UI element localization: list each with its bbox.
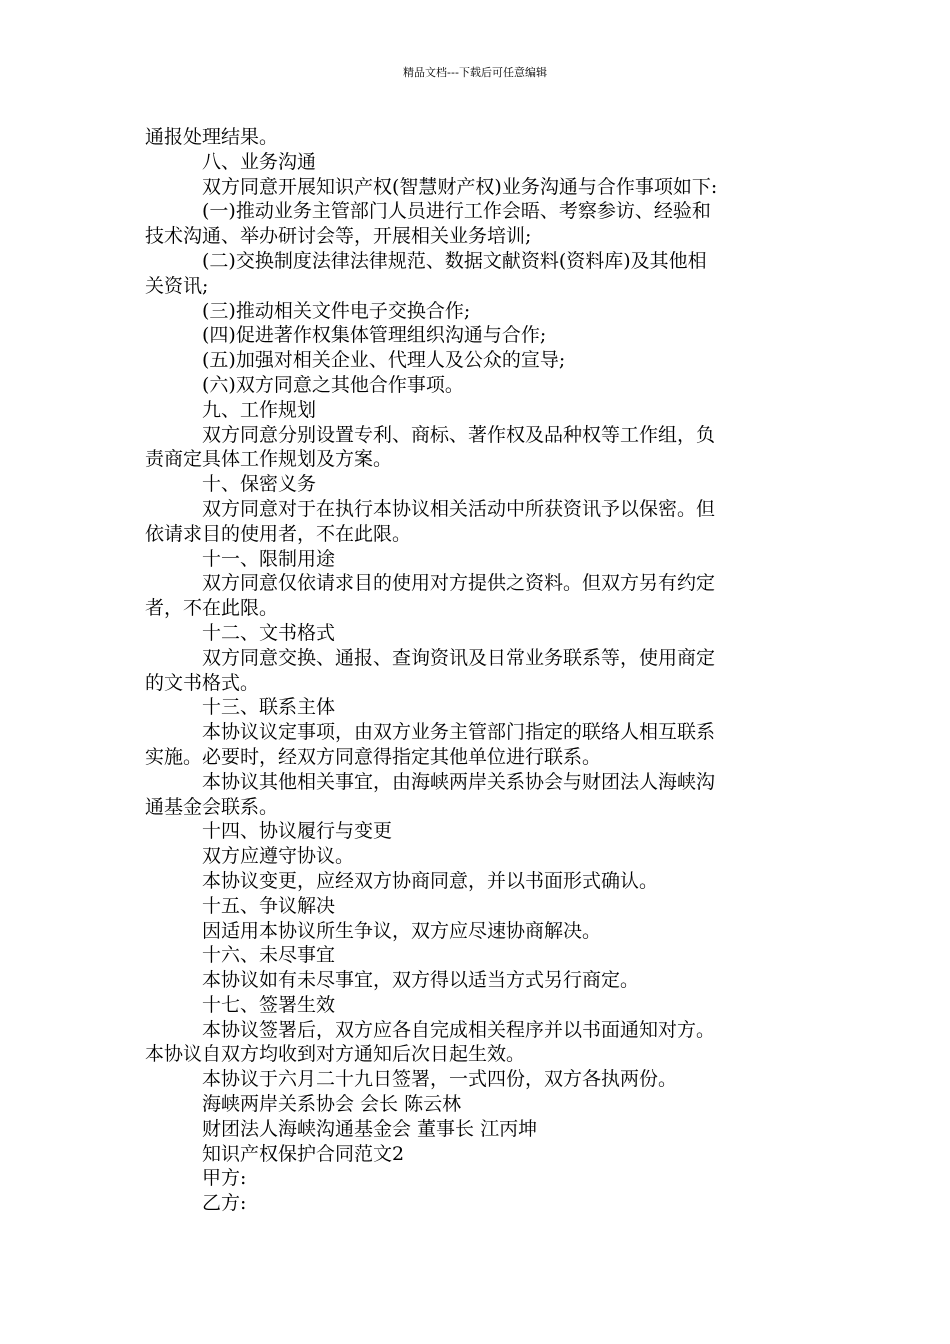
page-header: 精品文档---下载后可任意编辑	[403, 66, 547, 79]
text-line: 十五、争议解决	[202, 894, 336, 917]
text-line: (三)推动相关文件电子交换合作;	[202, 299, 471, 322]
text-line: 九、工作规划	[202, 398, 317, 421]
text-line: 双方同意对于在执行本协议相关活动中所获资讯予以保密。但	[202, 497, 716, 520]
document-body	[145, 125, 810, 1216]
text-line: 双方同意分别设置专利、商标、著作权及品种权等工作组，负	[202, 423, 716, 446]
text-line: 本协议如有未尽事宜，双方得以适当方式另行商定。	[202, 969, 640, 992]
text-line: 十七、签署生效	[202, 993, 336, 1016]
text-line: (五)加强对相关企业、代理人及公众的宣导;	[202, 349, 566, 372]
text-line: 十一、限制用途	[202, 547, 336, 570]
text-line: 本协议签署后，双方应各自完成相关程序并以书面通知对方。	[202, 1018, 716, 1041]
text-line: 乙方:	[202, 1192, 247, 1215]
text-line: 实施。必要时，经双方同意得指定其他单位进行联系。	[145, 745, 602, 768]
text-line: 本协议议定事项，由双方业务主管部门指定的联络人相互联系	[202, 721, 716, 744]
text-line: 甲方:	[202, 1167, 247, 1190]
text-line: 双方同意仅依请求目的使用对方提供之资料。但双方另有约定	[202, 572, 716, 595]
text-line: 关资讯;	[145, 274, 209, 297]
text-line: 双方同意交换、通报、查询资讯及日常业务联系等，使用商定	[202, 646, 716, 669]
text-line: 因适用本协议所生争议，双方应尽速协商解决。	[202, 919, 602, 942]
text-line: 依请求目的使用者，不在此限。	[145, 522, 412, 545]
text-line: 通报处理结果。	[145, 126, 279, 148]
text-line: 本协议变更，应经双方协商同意，并以书面形式确认。	[202, 869, 659, 892]
text-line: 海峡两岸关系协会 会长 陈云林	[202, 1093, 462, 1116]
text-line: (一)推动业务主管部门人员进行工作会晤、考察参访、经验和	[202, 200, 711, 223]
text-line: 十、保密义务	[202, 473, 317, 496]
text-line: (六)双方同意之其他合作事项。	[202, 373, 464, 396]
text-line: 责商定具体工作规划及方案。	[145, 448, 393, 471]
text-line: 者，不在此限。	[145, 597, 279, 620]
text-line: 本协议其他相关事宜，由海峡两岸关系协会与财团法人海峡沟	[202, 770, 716, 793]
text-line: 的文书格式。	[145, 671, 260, 694]
text-line: 知识产权保护合同范文2	[202, 1142, 405, 1165]
text-line: 本协议自双方均收到对方通知后次日起生效。	[145, 1043, 526, 1066]
text-line: 双方应遵守协议。	[202, 845, 355, 868]
text-line: 双方同意开展知识产权(智慧财产权)业务沟通与合作事项如下:	[202, 175, 718, 198]
text-line: 本协议于六月二十九日签署，一式四份，双方各执两份。	[202, 1068, 678, 1091]
text-line: 十二、文书格式	[202, 621, 336, 644]
text-line: 八、业务沟通	[202, 150, 317, 173]
text-line: 通基金会联系。	[145, 795, 279, 818]
text-line: (四)促进著作权集体管理组织沟通与合作;	[202, 324, 547, 347]
text-line: 十四、协议履行与变更	[202, 820, 393, 843]
text-line: 技术沟通、举办研讨会等，开展相关业务培训;	[145, 225, 532, 248]
text-line: 十三、联系主体	[202, 696, 336, 719]
text-line: 财团法人海峡沟通基金会 董事长 江丙坤	[202, 1117, 538, 1140]
text-line: (二)交换制度法律法律规范、数据文献资料(资料库)及其他相	[202, 249, 707, 272]
text-line: 十六、未尽事宜	[202, 944, 336, 967]
